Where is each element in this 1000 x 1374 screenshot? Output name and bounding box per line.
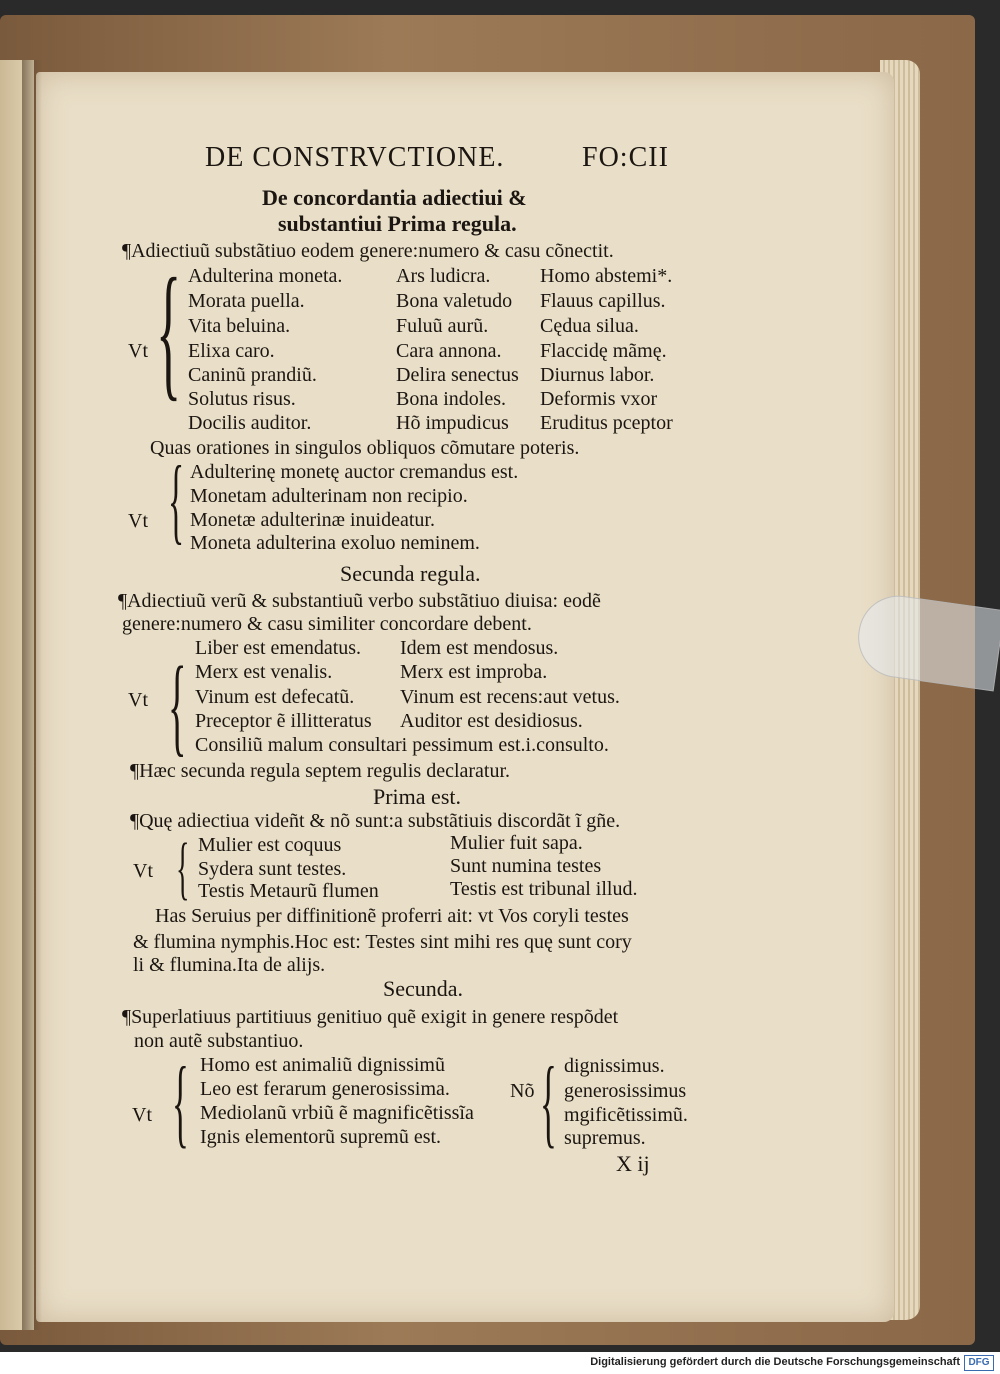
brace-2: { [168, 446, 185, 553]
table2-c2-r2: Merx est improba. [400, 661, 548, 683]
servius-line-3: li & flumina.Ita de alijs. [133, 954, 326, 976]
table3-c1-r3: Testis Metaurũ flumen [198, 880, 379, 902]
quas-line: Quas orationes in singulos obliquos cõmutare poteris. [150, 437, 580, 459]
section-title-line-1: De concordantia adiectiui & [262, 185, 527, 210]
table1-c3-r6: Deformis vxor [540, 388, 658, 410]
table3-c2-r1: Mulier fuit sapa. [450, 832, 583, 854]
table4-c1-r2: Leo est ferarum generosissima. [200, 1078, 450, 1100]
list2-item-4: Moneta adulterina exoluo neminem. [190, 532, 480, 554]
table1-c2-r1: Ars ludicra. [396, 265, 491, 287]
rule-2-line-2: genere:numero & casu similiter concordare debent. [122, 613, 532, 635]
table1-c1-r1: Adulterina moneta. [188, 265, 343, 287]
table1-c2-r7: Hõ impudicus [396, 412, 509, 434]
table4-c1-r3: Mediolanũ vrbiũ ẽ magnificẽtissĩa [200, 1102, 474, 1124]
folio-number: FO:CII [582, 142, 669, 173]
secunda-heading: Secunda. [383, 976, 464, 1001]
table2-c2-r3: Vinum est recens:aut vetus. [400, 686, 620, 708]
ut-label-3: Vt [128, 689, 148, 711]
table2-c1-r5: Consiliũ malum consultari pessimum est.i.consulto. [195, 734, 609, 756]
table1-c1-r6: Solutus risus. [188, 388, 296, 410]
que-line: ¶Quę adiectiua videñt & nõ sunt:a substãtiuis discordãt ĩ gñe. [130, 810, 621, 832]
table4-c2-r4: supremus. [564, 1127, 646, 1149]
table1-c2-r4: Cara annona. [396, 340, 502, 362]
table1-c3-r3: Cędua silua. [540, 315, 639, 337]
table1-c3-r5: Diurnus labor. [540, 364, 655, 386]
table1-c1-r7: Docilis auditor. [188, 412, 312, 434]
table2-c2-r1: Idem est mendosus. [400, 637, 559, 659]
signature-mark: X ij [616, 1151, 650, 1176]
table3-c1-r2: Sydera sunt testes. [198, 858, 347, 880]
list2-item-3: Monetæ adulterinæ inuideatur. [190, 509, 435, 531]
section-title-line-2: substantiui Prima regula. [278, 211, 517, 236]
table2-c1-r3: Vinum est defecatũ. [195, 686, 355, 708]
secunda-regula-heading: Secunda regula. [340, 561, 481, 586]
table1-c1-r3: Vita beluina. [188, 315, 291, 337]
table3-c1-r1: Mulier est coquus [198, 834, 342, 856]
footer-credit: Digitalisierung gefördert durch die Deutsche Forschungsgemeinschaft [590, 1356, 960, 1368]
table4-c1-r4: Ignis elementorũ supremũ est. [200, 1126, 442, 1148]
table1-c2-r2: Bona valetudo [396, 290, 513, 312]
brace-4: { [176, 830, 190, 907]
table4-c1-r1: Homo est animaliũ dignissimũ [200, 1054, 445, 1076]
table4-c2-r3: mgificẽtissimũ. [564, 1104, 688, 1126]
table4-c2-r2: generosissimus [564, 1080, 687, 1102]
table1-c2-r6: Bona indoles. [396, 388, 506, 410]
rule-1-intro: ¶Adiectiuũ substãtiuo eodem genere:numero & casu cõnectit. [122, 240, 614, 262]
list2-item-2: Monetam adulterinam non recipio. [190, 485, 468, 507]
brace-5: { [172, 1046, 189, 1157]
servius-line-2: & flumina nymphis.Hoc est: Testes sint mihi res quę sunt cory [133, 931, 632, 953]
table1-c2-r3: Fuluũ aurũ. [396, 315, 489, 337]
spine-shadow [22, 60, 42, 1330]
table1-c1-r4: Elixa caro. [188, 340, 275, 362]
table1-c1-r5: Caninũ prandiũ. [188, 364, 317, 386]
brace-3: { [168, 644, 187, 766]
table1-c3-r4: Flaccidę mãmę. [540, 340, 667, 362]
table3-c2-r3: Testis est tribunal illud. [450, 878, 638, 900]
superlative-line-1: ¶Superlatiuus partitiuus genitiuo quẽ exigit in genere respõdet [122, 1006, 619, 1028]
haec-line: ¶Hæc secunda regula septem regulis declaratur. [130, 760, 511, 782]
brace-1: { [156, 248, 182, 414]
table1-c3-r2: Flauus capillus. [540, 290, 666, 312]
non-label: Nõ [510, 1080, 535, 1102]
table2-c1-r4: Preceptor ẽ illitteratus [195, 710, 372, 732]
ut-label-4: Vt [133, 860, 153, 882]
table2-c2-r4: Auditor est desidiosus. [400, 710, 583, 732]
table3-c2-r2: Sunt numina testes [450, 855, 602, 877]
ut-label-1: Vt [128, 340, 148, 362]
list2-item-1: Adulterinę monetę auctor cremandus est. [190, 461, 519, 483]
ut-label-2: Vt [128, 510, 148, 532]
servius-line-1: Has Seruius per diffinitionẽ proferri ait: vt Vos coryli testes [155, 905, 629, 927]
prima-est-heading: Prima est. [373, 784, 461, 809]
table1-c3-r1: Homo abstemi*. [540, 265, 673, 287]
superlative-line-2: non autẽ substantiuo. [134, 1030, 304, 1052]
ut-label-5: Vt [132, 1104, 152, 1126]
table1-c3-r7: Eruditus pceptor [540, 412, 673, 434]
rule-2-line-1: ¶Adiectiuũ verũ & substantiuũ verbo substãtiuo diuisa: eodẽ [118, 590, 601, 612]
table1-c1-r2: Morata puella. [188, 290, 305, 312]
running-head: DE CONSTRVCTIONE. [205, 142, 505, 173]
table2-c1-r1: Liber est emendatus. [195, 637, 362, 659]
brace-6: { [540, 1046, 557, 1157]
table2-c1-r2: Merx est venalis. [195, 661, 333, 683]
table1-c2-r5: Delira senectus [396, 364, 519, 386]
table4-c2-r1: dignissimus. [564, 1055, 665, 1077]
dfg-logo: DFG [964, 1355, 994, 1371]
footer-bar [0, 1352, 1000, 1374]
